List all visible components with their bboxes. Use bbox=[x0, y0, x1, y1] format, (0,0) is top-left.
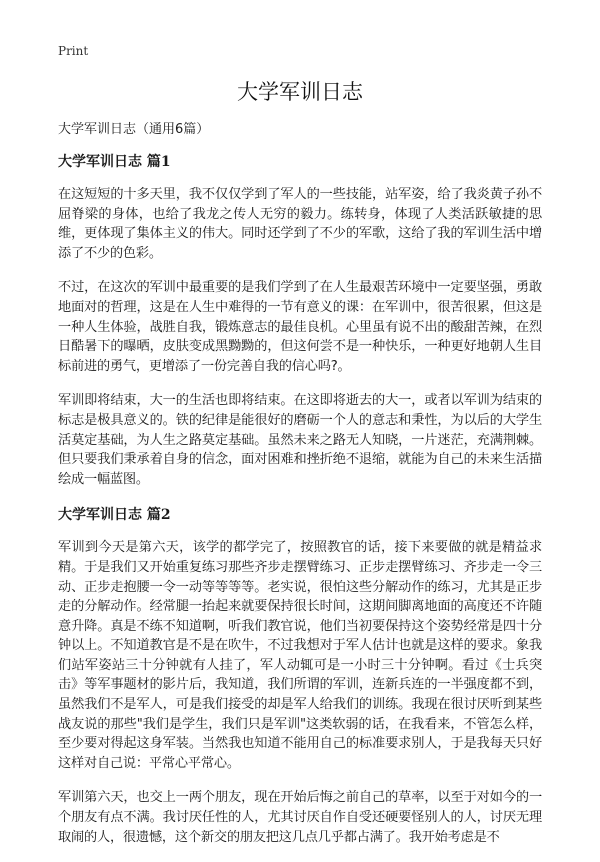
paragraph: 不过，在这次的军训中最重要的是我们学到了在人生最艰苦环境中一定要坚强，勇敢地面对的哲理，这是在人生中难得的一节有意义的课：在军训中，很苦很累，但这是一种人生体验，战胜自我，锻炼意志的最佳良机。心里虽有说不出的酸甜苦辣，在烈日酷暑下的曝晒，皮肤变成黑黝黝的，但这何尝不是一种快乐，一种更好地朝人生目标前进的勇气，更增添了一份完善自我的信心吗?。 bbox=[58, 280, 542, 374]
section-heading-2: 大学军训日志 篇2 bbox=[58, 507, 171, 524]
paragraph: 军训第六天，也交上一两个朋友，现在开始后悔之前自己的草率，以至于对如今的一个朋友有点不满。我讨厌任性的人，尤其讨厌自作自受还硬要怪别人的人，讨厌无理取闹的人，很遗憾，这个新交的朋友把这几点几乎都占满了。我开始考虑是不 bbox=[58, 790, 542, 845]
paragraph: 军训到今天是第六天，该学的都学完了，按照教官的话，接下来要做的就是精益求精。于是我们又开始重复练习那些齐步走摆臂练习、正步走摆臂练习、齐步走一令三动、正步走抱腰一令一动等等等等。老实说，很怕这些分解动作的练习，尤其是正步走的分解动作。经常腿一抬起来就要保持很长时间，这期间脚离地面的高度还不许随意升降。真是不练不知道啊，听我们教官说，他们当初要保持这个姿势经常是四十分钟以上。不知道教官是不是在吹牛，不过我想对于军人估计也就是这样的要求。象我们站军姿站三十分钟就有人挂了，军人动辄可是一小时三十分钟啊。看过《士兵突击》等军事题材的影片后，我知道，我们所谓的军训，连新兵连的一半强度都不到，虽然我们不是军人，可是我们接受的却是军人给我们的训练。我现在很讨厌听到某些战友说的那些"我们是学生，我们只是军训"这类软弱的话，在我看来，不管怎么样，至少要对得起这身军装。当然我也知道不能用自己的标准要求别人，于是我每天只好这样对自己说：平常心平常心。 bbox=[58, 540, 542, 771]
article-subtitle: 大学军训日志（通用6篇） bbox=[58, 122, 210, 137]
paragraph: 军训即将结束，大一的生活也即将结束。在这即将逝去的大一，或者以军训为结束的标志是极具意义的。铁的纪律是能很好的磨砺一个人的意志和秉性，为以后的大学生活莫定基础，为人生之路莫定基础。虽然未来之路无人知晓，一片迷茫，充满荆棘。但只要我们秉承着自身的信念，面对困难和挫折绝不退缩，就能为自己的未来生活描绘成一幅蓝图。 bbox=[58, 393, 542, 487]
print-link[interactable]: Print bbox=[58, 44, 89, 58]
paragraph: 在这短短的十多天里，我不仅仅学到了军人的一些技能，站军姿，给了我炎黄子孙不屈脊梁的身体，也给了我龙之传人无穷的毅力。练转身，体现了人类活跃敏捷的思维，更体现了集体主义的伟大。同时还学到了不少的军歌，这给了我的军训生活中增添了不少的色彩。 bbox=[58, 187, 542, 261]
page-title: 大学军训日志 bbox=[237, 80, 363, 104]
article-body bbox=[58, 118, 542, 862]
section-heading-1: 大学军训日志 篇1 bbox=[58, 154, 171, 170]
